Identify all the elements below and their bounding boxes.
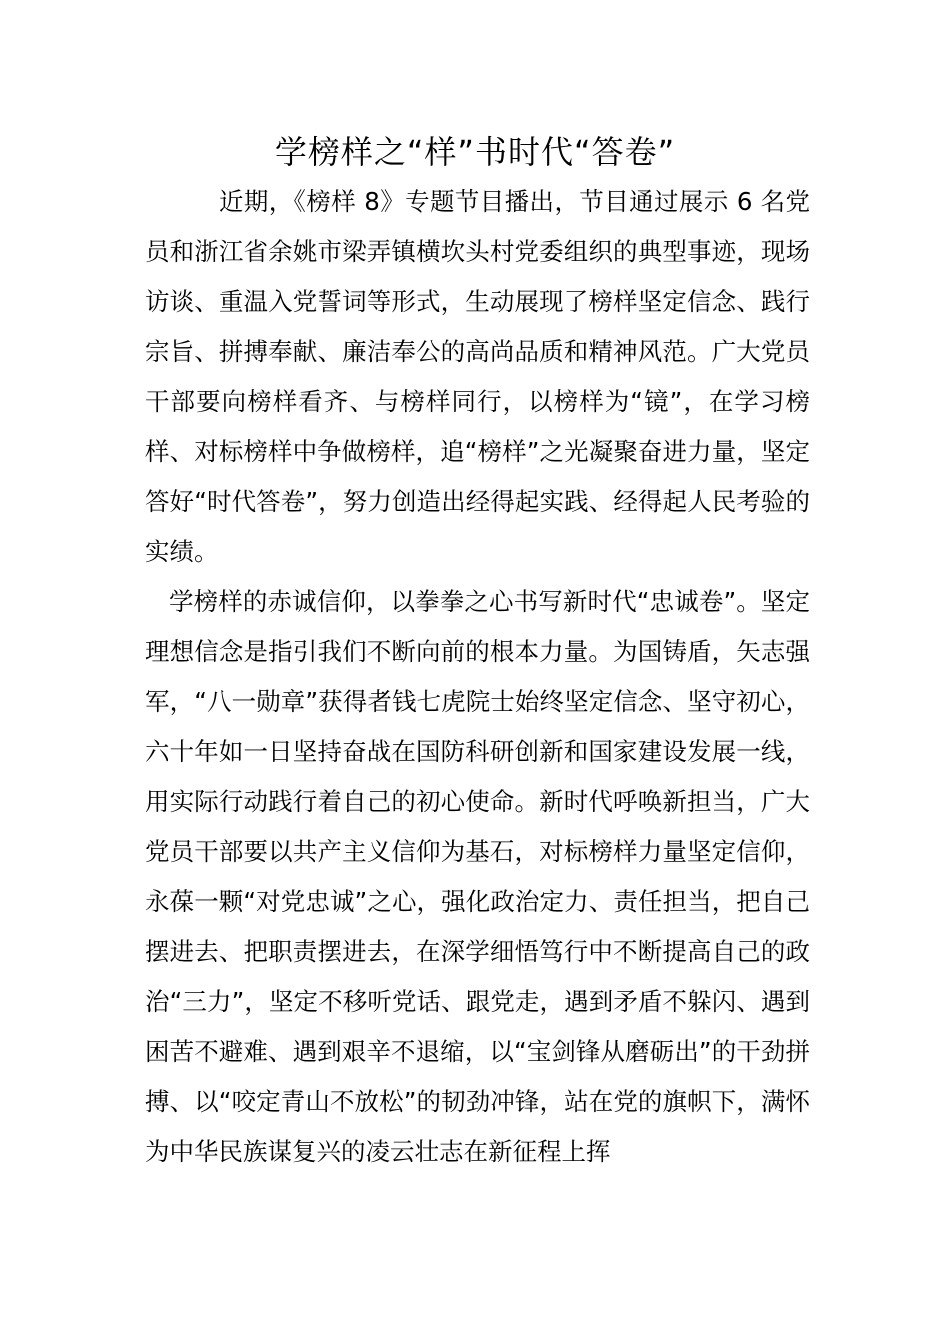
- document-body: [145, 177, 810, 1177]
- paragraph-loyalty: 学榜样的赤诚信仰，以拳拳之心书写新时代“忠诚卷”。坚定理想信念是指引我们不断向前的根本力量。为国铸盾，矢志强军，“八一勋章”获得者钱七虎院士始终坚定信念、坚守初心，六十年如一日坚持奋战在国防科研创新和国家建设发展一线，用实际行动践行着自己的初心使命。新时代呼唤新担当，广大党员干部要以共产主义信仰为基石，对标榜样力量坚定信仰，永葆一颗“对党忠诚”之心，强化政治定力、责任担当，把自己摆进去、把职责摆进去，在深学细悟笃行中不断提高自己的政治“三力”，坚定不移听党话、跟党走，遇到矛盾不躲闪、遇到困苦不避难、遇到艰辛不退缩，以“宝剑锋从磨砺出”的干劲拼搏、以“咬定青山不放松”的韧劲冲锋，站在党的旗帜下，满怀为中华民族谋复兴的凌云壮志在新征程上挥: [145, 587, 810, 1166]
- document-title: 学榜样之“样”书时代“答卷”: [274, 133, 676, 171]
- paragraph-intro: 近期，《榜样 8》专题节目播出，节目通过展示 6 名党员和浙江省余姚市梁弄镇横坎头村党委组织的典型事迹，现场访谈、重温入党誓词等形式，生动展现了榜样坚定信念、践行宗旨、拼搏奉献、廉洁奉公的高尚品质和精神风范。广大党员干部要向榜样看齐、与榜样同行，以榜样为“镜”，在学习榜样、对标榜样中争做榜样，追“榜样”之光凝聚奋进力量，坚定答好“时代答卷”，努力创造出经得起实践、经得起人民考验的实绩。: [145, 187, 810, 566]
